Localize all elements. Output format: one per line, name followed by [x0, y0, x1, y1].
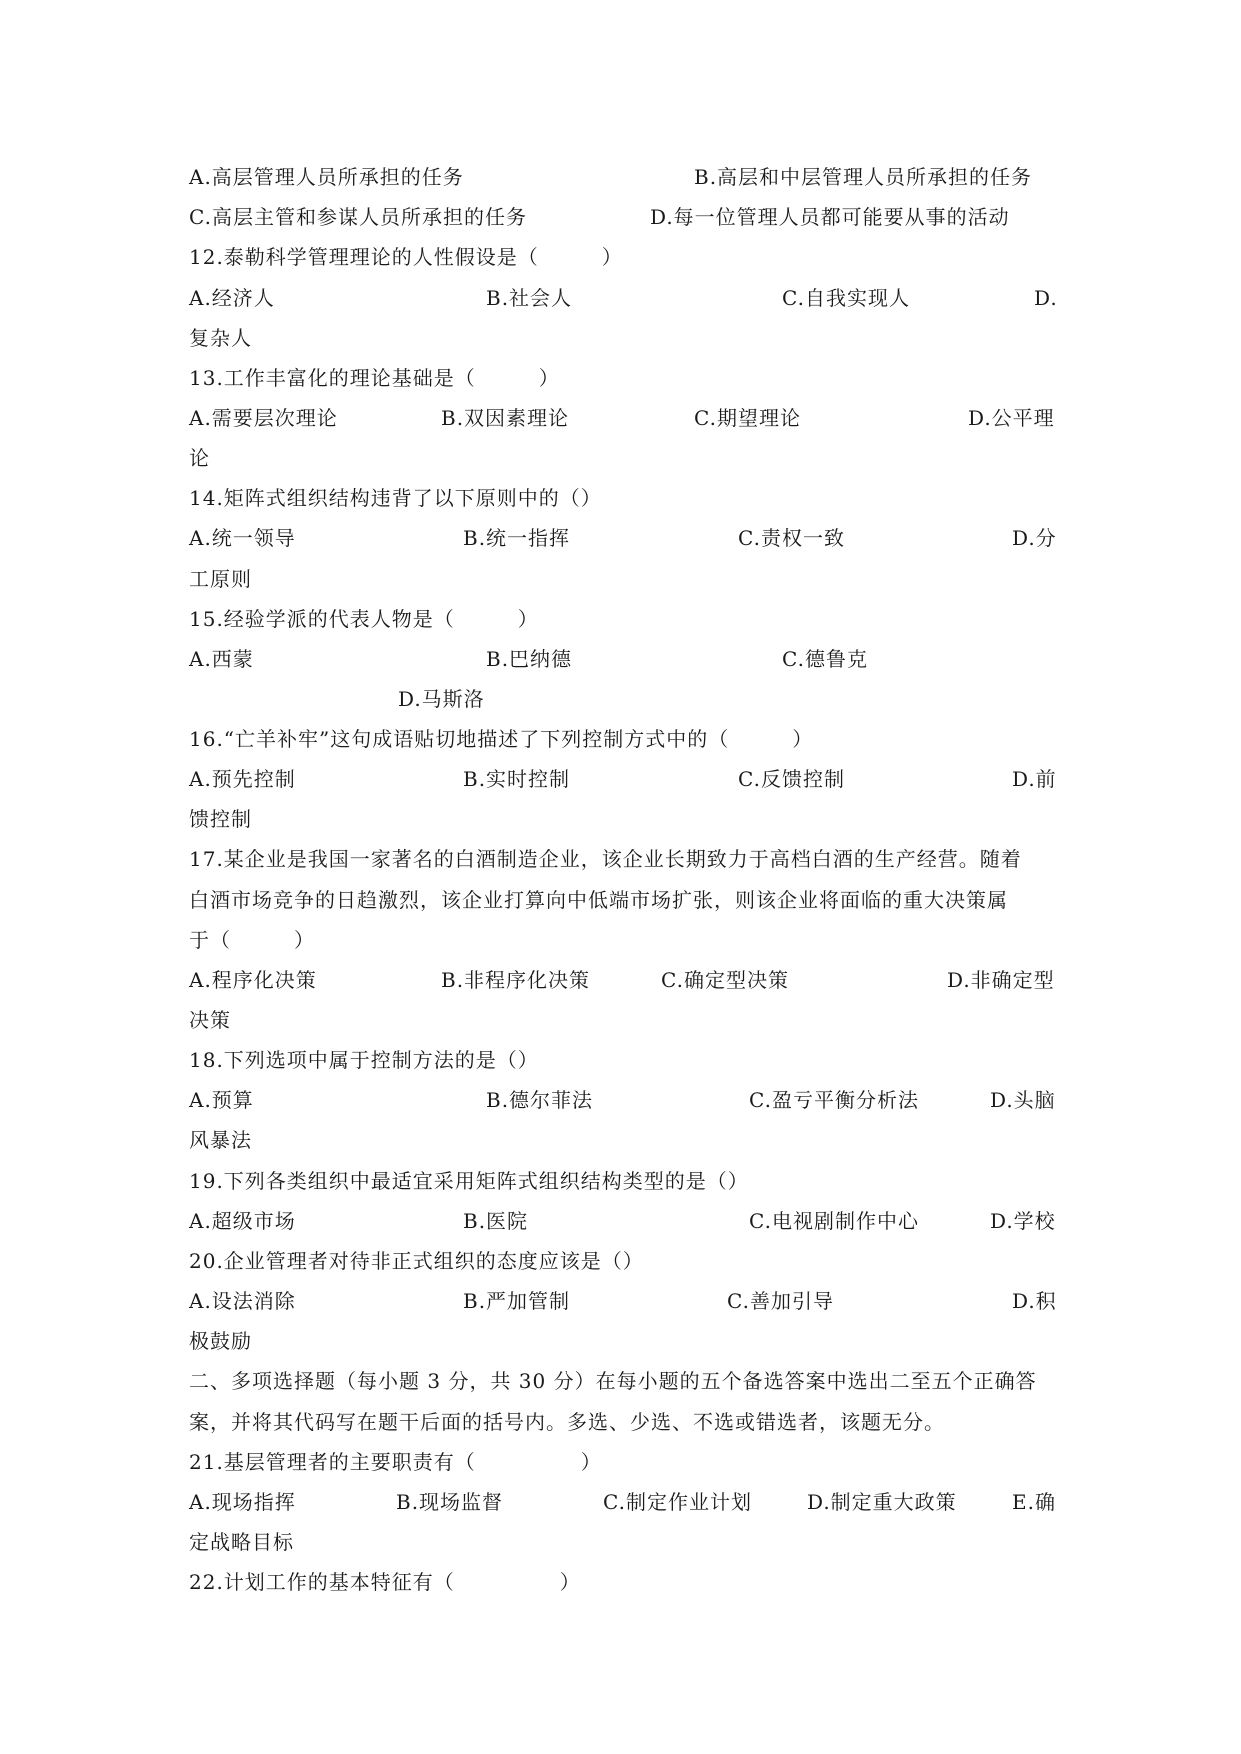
- q14-option-c: C.责权一致: [738, 526, 845, 550]
- q11-option-d: D.每一位管理人员都可能要从事的活动: [650, 205, 1010, 229]
- q18-stem: 18.下列选项中属于控制方法的是（）: [189, 1048, 539, 1072]
- q15-option-d: D.马斯洛: [398, 687, 485, 711]
- q14-stem: 14.矩阵式组织结构违背了以下原则中的（）: [189, 486, 602, 510]
- q18-option-d: D.头脑: [990, 1088, 1056, 1112]
- q13-stem: 13.工作丰富化的理论基础是（ ）: [189, 366, 560, 390]
- q20-stem: 20.企业管理者对待非正式组织的态度应该是（）: [189, 1249, 644, 1273]
- q19-option-b: B.医院: [463, 1209, 529, 1233]
- q20-option-c: C.善加引导: [727, 1289, 834, 1313]
- q13-option-b: B.双因素理论: [441, 406, 570, 430]
- q12-option-b: B.社会人: [486, 286, 573, 310]
- q13-option-a: A.需要层次理论: [189, 406, 338, 430]
- q21-option-c: C.制定作业计划: [603, 1490, 752, 1514]
- q12-option-a: A.经济人: [189, 286, 275, 310]
- q18-option-a: A.预算: [189, 1088, 254, 1112]
- q17-option-d-wrap: 决策: [189, 1008, 231, 1032]
- q11-option-c: C.高层主管和参谋人员所承担的任务: [189, 205, 527, 229]
- q21-option-e: E.确: [1012, 1490, 1056, 1514]
- q17-option-d: D.非确定型: [947, 968, 1055, 992]
- q13-option-d-wrap: 论: [189, 446, 210, 470]
- q21-option-a: A.现场指挥: [189, 1490, 296, 1514]
- q19-option-c: C.电视剧制作中心: [749, 1209, 919, 1233]
- q21-option-b: B.现场监督: [396, 1490, 504, 1514]
- q18-option-c: C.盈亏平衡分析法: [749, 1088, 919, 1112]
- q19-option-a: A.超级市场: [189, 1209, 296, 1233]
- q20-option-d: D.积: [1012, 1289, 1057, 1313]
- q21-stem: 21.基层管理者的主要职责有（ ）: [189, 1450, 602, 1474]
- section-2-heading-line-1: 二、多项选择题（每小题 3 分，共 30 分）在每小题的五个备选答案中选出二至五个正确答: [189, 1369, 1037, 1393]
- q12-option-c: C.自我实现人: [782, 286, 910, 310]
- q18-option-d-wrap: 风暴法: [189, 1128, 252, 1152]
- q18-option-b: B.德尔菲法: [486, 1088, 594, 1112]
- q20-option-b: B.严加管制: [463, 1289, 571, 1313]
- q15-option-a: A.西蒙: [189, 647, 254, 671]
- q14-option-d: D.分: [1012, 526, 1057, 550]
- q19-stem: 19.下列各类组织中最适宜采用矩阵式组织结构类型的是（）: [189, 1169, 749, 1193]
- q17-stem-line-3: 于（ ）: [189, 928, 315, 952]
- q22-stem: 22.计划工作的基本特征有（ ）: [189, 1570, 581, 1594]
- q16-stem: 16.“亡羊补牢”这句成语贴切地描述了下列控制方式中的（ ）: [189, 727, 814, 751]
- q14-option-d-wrap: 工原则: [189, 567, 252, 591]
- q19-option-d: D.学校: [990, 1209, 1056, 1233]
- q12-option-d-wrap: 复杂人: [189, 326, 252, 350]
- q17-option-c: C.确定型决策: [661, 968, 789, 992]
- q16-option-a: A.预先控制: [189, 767, 296, 791]
- q15-option-b: B.巴纳德: [486, 647, 573, 671]
- q11-option-a: A.高层管理人员所承担的任务: [189, 165, 464, 189]
- q12-option-d: D.: [1034, 286, 1058, 310]
- q16-option-d-wrap: 馈控制: [189, 807, 252, 831]
- q15-option-c: C.德鲁克: [782, 647, 868, 671]
- q14-option-a: A.统一领导: [189, 526, 296, 550]
- q17-stem-line-2: 白酒市场竞争的日趋激烈，该企业打算向中低端市场扩张，则该企业将面临的重大决策属: [189, 888, 1008, 912]
- q14-option-b: B.统一指挥: [463, 526, 571, 550]
- q20-option-a: A.设法消除: [189, 1289, 296, 1313]
- q12-stem: 12.泰勒科学管理理论的人性假设是（ ）: [189, 245, 623, 269]
- q16-option-b: B.实时控制: [463, 767, 571, 791]
- q16-option-d: D.前: [1012, 767, 1057, 791]
- q13-option-d: D.公平理: [968, 406, 1055, 430]
- q13-option-c: C.期望理论: [694, 406, 801, 430]
- q21-option-d: D.制定重大政策: [807, 1490, 957, 1514]
- q17-option-a: A.程序化决策: [189, 968, 317, 992]
- q11-option-b: B.高层和中层管理人员所承担的任务: [694, 165, 1033, 189]
- q16-option-c: C.反馈控制: [738, 767, 845, 791]
- q21-option-e-wrap: 定战略目标: [189, 1530, 294, 1554]
- q17-stem-line-1: 17.某企业是我国一家著名的白酒制造企业，该企业长期致力于高档白酒的生产经营。随着: [189, 847, 1022, 871]
- q17-option-b: B.非程序化决策: [441, 968, 591, 992]
- q20-option-d-wrap: 极鼓励: [189, 1329, 252, 1353]
- section-2-heading-line-2: 案，并将其代码写在题干后面的括号内。多选、少选、不选或错选者，该题无分。: [189, 1410, 945, 1434]
- q15-stem: 15.经验学派的代表人物是（ ）: [189, 607, 539, 631]
